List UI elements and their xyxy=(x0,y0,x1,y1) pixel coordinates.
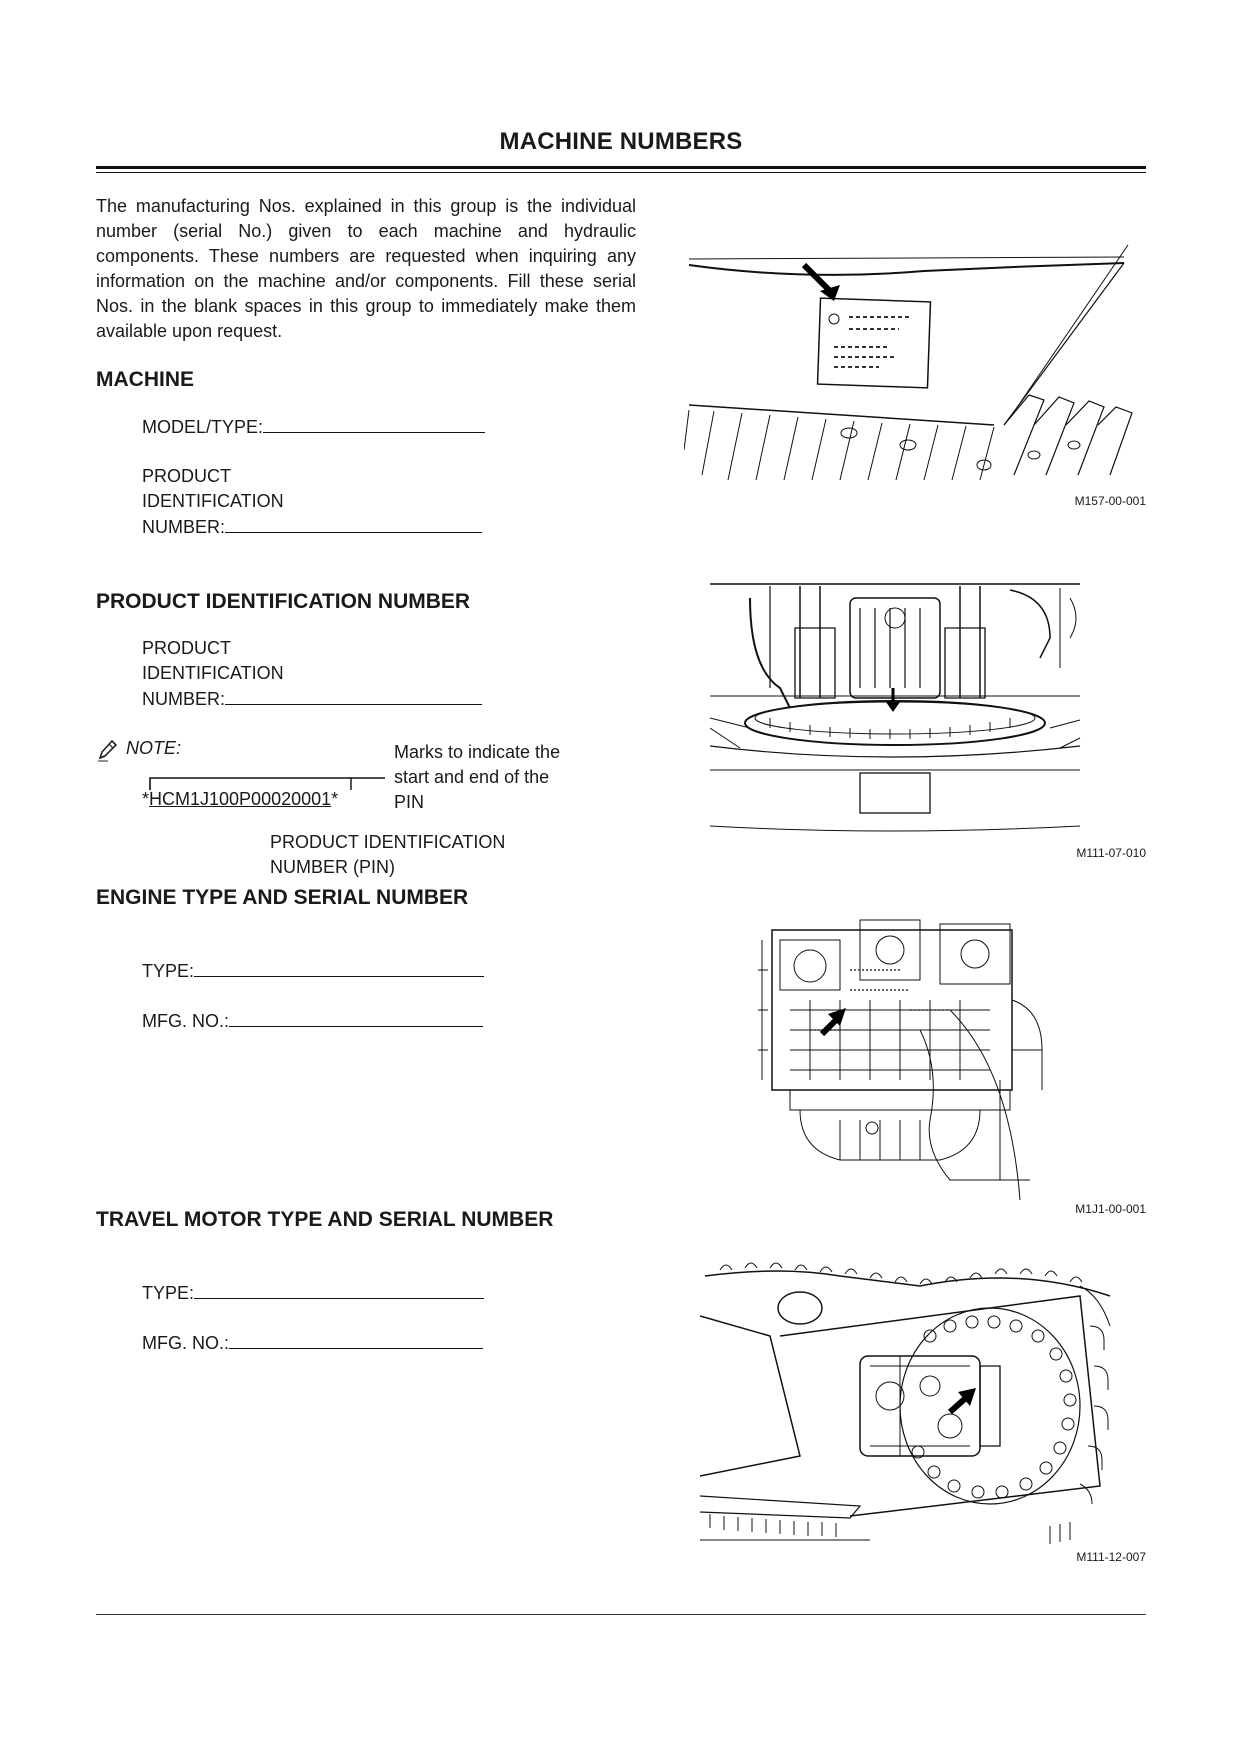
figure-4-caption: M111-12-007 xyxy=(1076,1550,1146,1564)
figure-1-nameplate xyxy=(684,235,1144,485)
model-type-label: MODEL/TYPE: xyxy=(142,417,264,437)
travel-type-label: TYPE: xyxy=(142,1283,195,1303)
engine-type-blank[interactable] xyxy=(194,958,484,977)
figure-3-caption: M1J1-00-001 xyxy=(1075,1202,1146,1216)
pin-label-2: IDENTIFICATION xyxy=(142,663,284,683)
figure-3-engine xyxy=(750,910,1060,1200)
page-title: MACHINE NUMBERS xyxy=(499,128,743,155)
marks-line-2: start and end of the xyxy=(394,767,550,787)
model-type-blank[interactable] xyxy=(263,414,485,433)
model-type-field[interactable] xyxy=(142,414,485,440)
figure-4-travel-motor xyxy=(700,1256,1120,1546)
pin-caption-1: PRODUCT IDENTIFICATION xyxy=(270,832,506,852)
pin-caption-2: NUMBER (PIN) xyxy=(270,857,395,877)
travel-type-field[interactable] xyxy=(142,1280,484,1306)
pin-example xyxy=(142,789,338,810)
pin-star-start: * xyxy=(142,789,150,809)
engine-type-label: TYPE: xyxy=(142,961,195,981)
engine-mfg-label: MFG. NO.: xyxy=(142,1011,229,1031)
figure-1-caption: M157-00-001 xyxy=(1074,494,1146,508)
pin-blank[interactable] xyxy=(225,686,482,705)
travel-motor-heading: TRAVEL MOTOR TYPE AND SERIAL NUMBER xyxy=(96,1208,554,1231)
pin-caption xyxy=(270,830,505,880)
machine-pin-field[interactable] xyxy=(142,464,482,540)
machine-pin-blank[interactable] xyxy=(225,514,482,533)
pin-heading: PRODUCT IDENTIFICATION NUMBER xyxy=(96,590,471,613)
travel-type-blank[interactable] xyxy=(194,1280,484,1299)
intro-paragraph: The manufacturing Nos. explained in this group is the individual number (serial No.) given to each machine and hydraulic components. These numbers are requested when inquiring any information on the machine and/or components. Fill these serial Nos. in the blank spaces in this group to immediately make them available upon request. xyxy=(96,196,636,341)
title-rule-thick xyxy=(96,166,1146,169)
footer-rule xyxy=(96,1614,1146,1615)
pin-code: HCM1J100P00020001 xyxy=(149,789,332,809)
figure-2-pin-plate xyxy=(710,578,1090,840)
title-rule-thin xyxy=(96,172,1146,173)
machine-pin-label-1: PRODUCT xyxy=(142,466,231,486)
pin-label-1: PRODUCT xyxy=(142,638,231,658)
figure-2-caption: M111-07-010 xyxy=(1076,846,1146,860)
marks-line-1: Marks to indicate the xyxy=(394,742,561,762)
note-marks-text xyxy=(394,740,594,815)
note-label: NOTE: xyxy=(126,738,182,758)
pin-label-3: NUMBER: xyxy=(142,689,226,709)
machine-pin-label-3: NUMBER: xyxy=(142,517,226,537)
engine-heading: ENGINE TYPE AND SERIAL NUMBER xyxy=(96,886,469,909)
marks-line-3: PIN xyxy=(394,792,425,812)
engine-mfg-field[interactable] xyxy=(142,1008,483,1034)
engine-mfg-blank[interactable] xyxy=(229,1008,483,1027)
note-pencil-icon xyxy=(96,738,118,762)
pin-star-end: * xyxy=(331,789,339,809)
travel-mfg-label: MFG. NO.: xyxy=(142,1333,229,1353)
travel-mfg-field[interactable] xyxy=(142,1330,483,1356)
travel-mfg-blank[interactable] xyxy=(229,1330,483,1349)
engine-type-field[interactable] xyxy=(142,958,484,984)
machine-pin-label-2: IDENTIFICATION xyxy=(142,491,284,511)
machine-heading: MACHINE xyxy=(96,368,194,391)
pin-field[interactable] xyxy=(142,636,482,712)
